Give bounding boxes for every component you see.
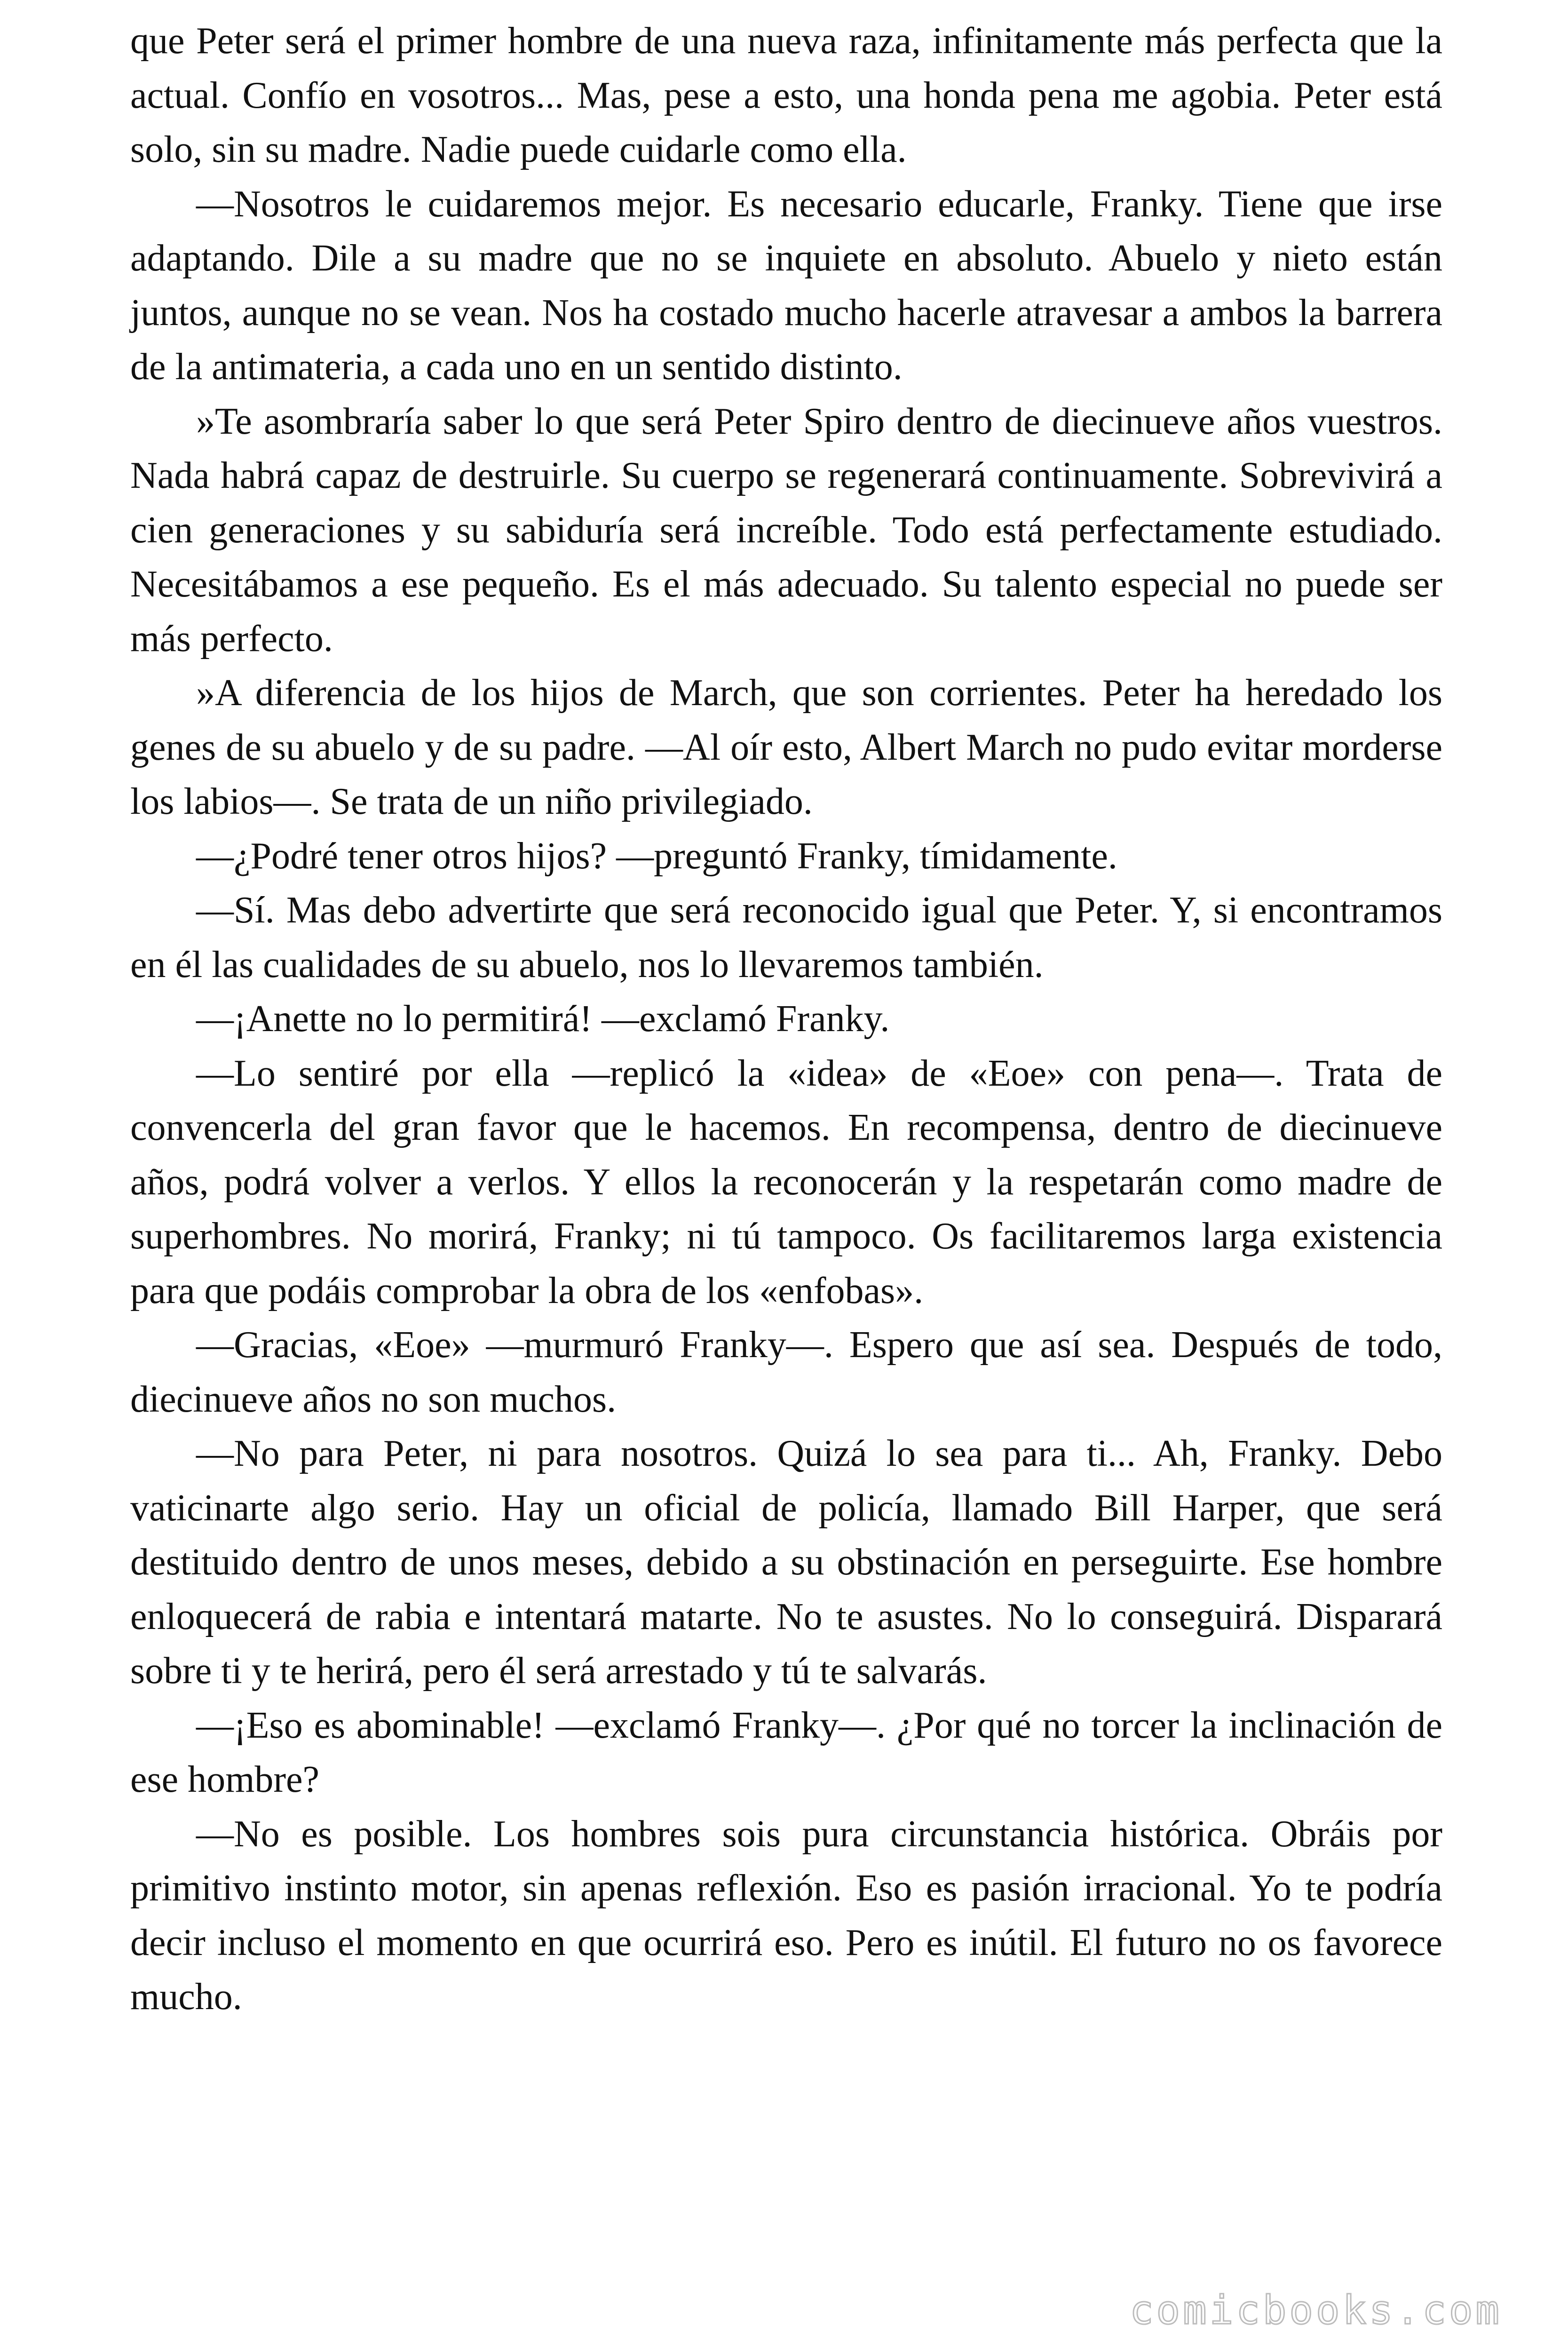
paragraph-1: que Peter será el primer hombre de una nueva raza, infinitamente más perfecta que la actual. Confío en vosotros... Mas, pese a esto, una honda pena me agobia. Peter está solo, sin su madre. Nadie puede cuidarle como ella. bbox=[130, 20, 1442, 170]
body-text bbox=[130, 14, 1442, 2025]
paragraph-9: —Gracias, «Eoe» —murmuró Franky—. Espero que así sea. Después de todo, diecinueve años no son muchos. bbox=[130, 1324, 1442, 1420]
paragraph-3: »Te asombraría saber lo que será Peter Spiro dentro de diecinueve años vuestros. Nada habrá capaz de destruirle. Su cuerpo se regenerará continuamente. Sobrevivirá a cien generaciones y su sabiduría será increíble. Todo está perfectamente estudiado. Necesitábamos a ese pequeño. Es el más adecuado. Su talento especial no puede ser más perfecto. bbox=[130, 400, 1442, 660]
paragraph-6: —Sí. Mas debo advertirte que será reconocido igual que Peter. Y, si encontramos en él las cualidades de su abuelo, nos lo llevaremos también. bbox=[130, 890, 1442, 985]
paragraph-2: —Nosotros le cuidaremos mejor. Es necesario educarle, Franky. Tiene que irse adaptando. Dile a su madre que no se inquiete en absoluto. Abuelo y nieto están juntos, aunque no se vean. Nos ha costado mucho hacerle atravesar a ambos la barrera de la antimateria, a cada uno en un sentido distinto. bbox=[130, 183, 1442, 388]
paragraph-10: —No para Peter, ni para nosotros. Quizá lo sea para ti... Ah, Franky. Debo vaticinarte algo serio. Hay un oficial de policía, llamado Bill Harper, que será destituido dentro de unos meses, debido a su obstinación en perseguirte. Ese hombre enloquecerá de rabia e intentará matarte. No te asustes. No lo conseguirá. Disparará sobre ti y te herirá, pero él será arrestado y tú te salvarás. bbox=[130, 1433, 1442, 1692]
paragraph-7: —¡Anette no lo permitirá! —exclamó Franky. bbox=[196, 998, 890, 1040]
paragraph-12: —No es posible. Los hombres sois pura circunstancia histórica. Obráis por primitivo instinto motor, sin apenas reflexión. Eso es pasión irracional. Yo te podría decir incluso el momento en que ocurrirá eso. Pero es inútil. El futuro no os favorece mucho. bbox=[130, 1813, 1442, 2018]
paragraph-8: —Lo sentiré por ella —replicó la «idea» de «Eoe» con pena—. Trata de convencerla del gran favor que le hacemos. En recompensa, dentro de diecinueve años, podrá volver a verlos. Y ellos la reconocerán y la respetarán como madre de superhombres. No morirá, Franky; ni tú tampoco. Os facilitaremos larga existencia para que podáis comprobar la obra de los «enfobas». bbox=[130, 1052, 1442, 1311]
paragraph-5: —¿Podré tener otros hijos? —preguntó Franky, tímidamente. bbox=[196, 835, 1117, 877]
watermark: comicbooks.com bbox=[1129, 2287, 1502, 2333]
paragraph-11: —¡Eso es abominable! —exclamó Franky—. ¿Por qué no torcer la inclinación de ese hombre? bbox=[130, 1704, 1442, 1800]
paragraph-4: »A diferencia de los hijos de March, que son corrientes. Peter ha heredado los genes de su abuelo y de su padre. —Al oír esto, Albert March no pudo evitar morderse los labios—. Se trata de un niño privilegiado. bbox=[130, 672, 1442, 822]
